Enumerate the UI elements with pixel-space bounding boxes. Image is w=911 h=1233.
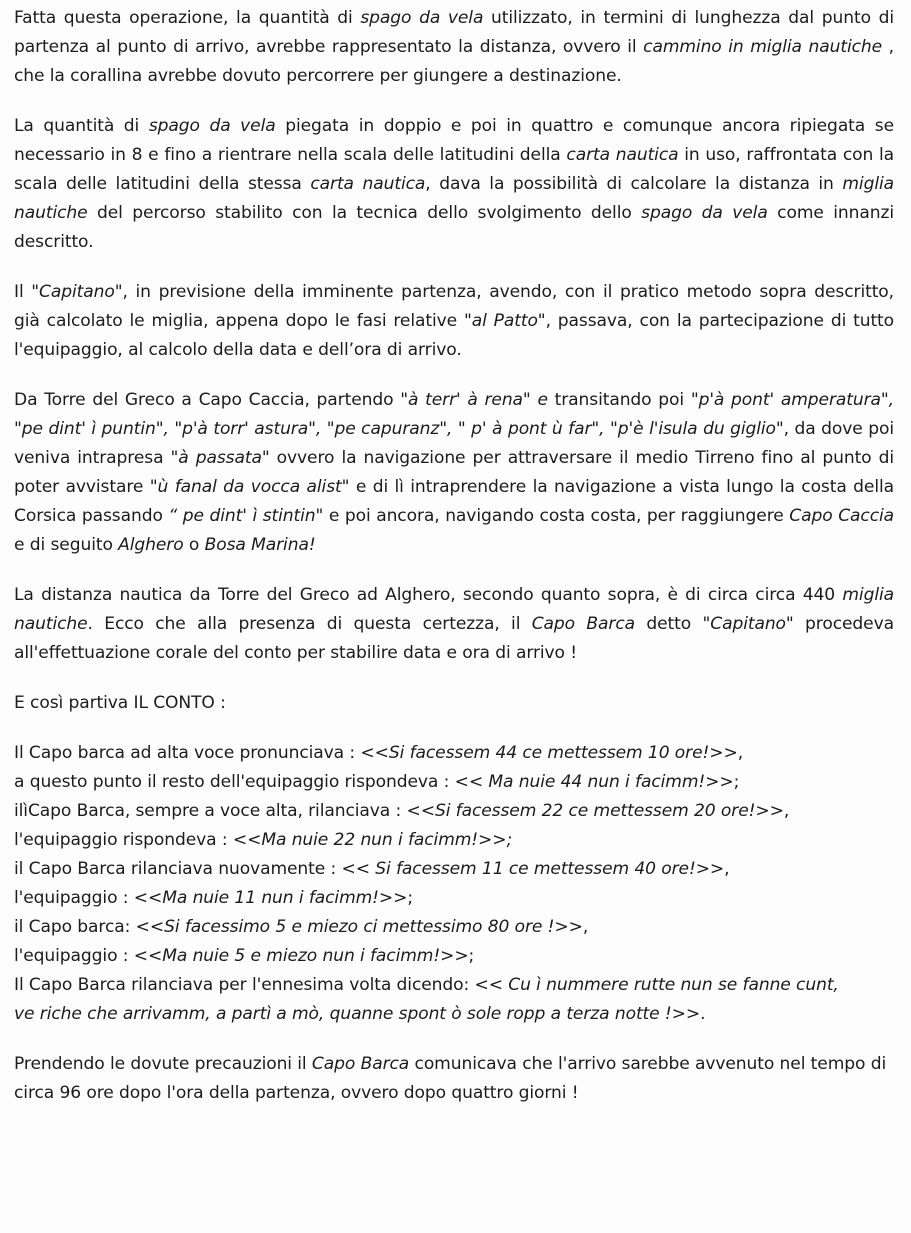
italic-run: "p'à pont' amperatura", "pe dint' ì puntin", "p'à torr' astura", "pe capuranz", " p' à pont ù far", "p'è l'isula du giglio" <box>14 390 894 439</box>
paragraph-p6 <box>14 689 894 718</box>
text-run: transitando poi <box>547 390 691 410</box>
dialogue-line <box>14 971 894 1000</box>
text-run: utilizzato, in termini di lunghezza dal punto di partenza al punto di arrivo, avrebbe rappresentato la distanza, ovvero il <box>14 8 895 57</box>
italic-run: spago da vela <box>148 116 276 136</box>
text-run: , che la corallina avrebbe dovuto percorrere per giungere a destinazione. <box>14 37 894 86</box>
italic-run: << Cu ì nummere rutte nun se fanne cunt, <box>474 975 839 995</box>
italic-run: <<Ma nuie 22 nun i facimm!>>; <box>232 830 513 850</box>
paragraph-p1 <box>14 4 894 91</box>
dialogue-line <box>14 826 894 855</box>
text-run: ; <box>407 888 414 908</box>
dialogue-line <box>14 768 894 797</box>
italic-run: miglia nautiche <box>14 174 894 223</box>
italic-run: <<Si facessem 22 ce mettessem 20 ore!>> <box>406 801 784 821</box>
text-run: ; <box>468 946 475 966</box>
italic-run: "ù fanal da vocca alist" <box>149 477 350 497</box>
paragraph-p4 <box>14 386 894 560</box>
text-run: E così partiva IL CONTO : <box>14 693 226 713</box>
text-run: Il Capo barca ad alta voce pronunciava : <box>14 743 361 763</box>
italic-run: <<Si facessem 44 ce mettessem 10 ore!>> <box>360 743 738 763</box>
text-run: l'equipaggio rispondeva : <box>14 830 233 850</box>
dialogue-line <box>14 797 894 826</box>
text-run: procedeva all'effettuazione corale del conto per stabilire data e ora di arrivo ! <box>14 614 894 663</box>
dialogue-line <box>14 1000 894 1029</box>
italic-run: Capo Caccia <box>789 506 895 526</box>
text-run: , passava, con la partecipazione di tutto l'equipaggio, al calcolo della data e dell’ora di arrivo. <box>14 311 895 360</box>
text-run: il Capo barca: <box>14 917 136 937</box>
italic-run: Bosa Marina! <box>204 535 316 555</box>
text-run: ", in previsione della imminente partenza, avendo, con il pratico metodo sopra descritto, già calcolato le miglia, appena dopo le fasi relative <box>14 282 894 331</box>
italic-run: << Si facessem 11 ce mettessem 40 ore!>> <box>341 859 725 879</box>
dialogue-line <box>14 913 894 942</box>
italic-run: Capitano <box>39 282 115 302</box>
text-run: , <box>737 743 744 763</box>
italic-run: <<Si facessimo 5 e miezo ci mettessimo 80 ore !>> <box>135 917 583 937</box>
document-body <box>14 4 894 1129</box>
text-run: ; <box>733 772 740 792</box>
italic-run: spago da vela <box>360 8 484 28</box>
paragraph-p2 <box>14 112 894 257</box>
dialogue-line <box>14 942 894 971</box>
italic-run: << Ma nuie 44 nun i facimm!>> <box>454 772 734 792</box>
dialogue-line <box>14 739 894 768</box>
text-run: Il " <box>14 282 40 302</box>
italic-run: "al Patto" <box>463 311 546 331</box>
italic-run: carta nautica <box>310 174 426 194</box>
text-run: Fatta questa operazione, la quantità di <box>14 8 361 28</box>
text-run: , <box>582 917 589 937</box>
text-run: del percorso stabilito con la tecnica dello svolgimento dello <box>87 203 642 223</box>
italic-run: carta nautica <box>566 145 679 165</box>
italic-run: "Capitano" <box>702 614 794 634</box>
text-run: Il Capo Barca rilanciava per l'ennesima volta dicendo: <box>14 975 475 995</box>
text-run: il Capo Barca rilanciava nuovamente : <box>14 859 342 879</box>
text-run: e di lì intraprendere la navigazione a vista lungo la costa della Corsica passando <box>14 477 894 526</box>
text-run: ilìCapo Barca, sempre a voce alta, rilanciava : <box>14 801 407 821</box>
text-run: La quantità di <box>14 116 149 136</box>
italic-run: Capo Barca <box>531 614 636 634</box>
text-run: a questo punto il resto dell'equipaggio rispondeva : <box>14 772 455 792</box>
text-run: comunicava che l'arrivo sarebbe avvenuto nel tempo di circa 96 ore dopo l'ora della partenza, ovvero dopo quattro giorni ! <box>14 1054 887 1103</box>
text-run: o <box>183 535 205 555</box>
text-run: detto <box>635 614 703 634</box>
italic-run: Capo Barca <box>311 1054 410 1074</box>
dialogue-line <box>14 884 894 913</box>
dialogue-line <box>14 855 894 884</box>
text-run: Prendendo le dovute precauzioni il <box>14 1054 312 1074</box>
italic-run: miglia nautiche <box>14 585 894 634</box>
text-run: . Ecco che alla presenza di questa certezza, il <box>87 614 532 634</box>
text-run: , da dove poi veniva intrapresa <box>14 419 894 468</box>
text-run: , <box>783 801 790 821</box>
paragraph-p3 <box>14 278 894 365</box>
italic-run: “ pe dint' ì stintin" <box>168 506 324 526</box>
text-run: , dava la possibilità di calcolare la distanza in <box>425 174 843 194</box>
text-run: La distanza nautica da Torre del Greco ad Alghero, secondo quanto sopra, è di circa circa 440 <box>14 585 843 605</box>
italic-run: ve riche che arrivamm, a partì a mò, quanne spont ò sole ropp a terza notte !>> <box>14 1004 701 1024</box>
italic-run: <<Ma nuie 5 e miezo nun i facimm!>> <box>133 946 469 966</box>
italic-run: "à passata" <box>170 448 270 468</box>
text-run: , <box>724 859 730 879</box>
italic-run: <<Ma nuie 11 nun i facimm!>> <box>133 888 408 908</box>
italic-run: Alghero <box>118 535 184 555</box>
text-run: ovvero la navigazione per attraversare il medio Tirreno fino al punto di poter avvistare <box>14 448 894 497</box>
paragraph-p8 <box>14 1050 894 1108</box>
text-run: piegata in doppio e poi in quattro e comunque ancora ripiegata se necessario in 8 e fino a rientrare nella scala delle latitudini della <box>14 116 894 165</box>
text-run: e poi ancora, navigando costa costa, per raggiungere <box>323 506 790 526</box>
text-run: in uso, raffrontata con la scala delle latitudini della stessa <box>14 145 894 194</box>
text-run: . <box>700 1004 706 1024</box>
italic-run: cammino in miglia nautiche <box>643 37 883 57</box>
italic-run: "à terr' à rena" e <box>400 390 548 410</box>
italic-run: spago da vela <box>641 203 768 223</box>
text-run: Da Torre del Greco a Capo Caccia, partendo <box>14 390 401 410</box>
text-run: l'equipaggio : <box>14 888 134 908</box>
text-run: come innanzi descritto. <box>14 203 895 252</box>
text-run: e di seguito <box>14 535 119 555</box>
paragraph-p7 <box>14 739 894 1029</box>
paragraph-p5 <box>14 581 894 668</box>
text-run: l'equipaggio : <box>14 946 134 966</box>
